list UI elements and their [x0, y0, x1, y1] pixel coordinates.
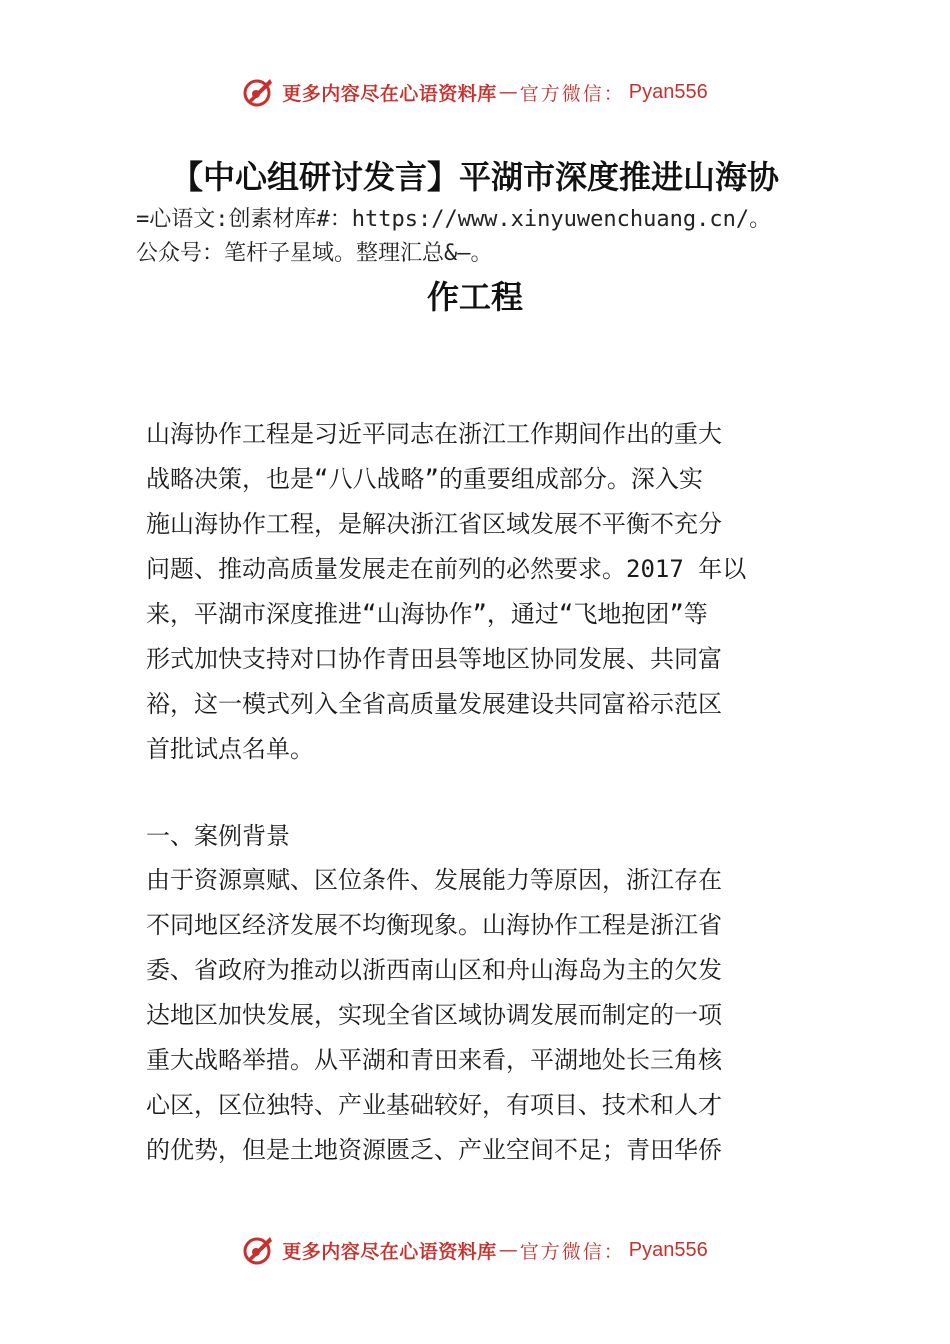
paragraph-line: 不同地区经济发展不均衡现象。山海协作工程是浙江省	[146, 911, 722, 939]
paragraph-line: 由于资源禀赋、区位条件、发展能力等原因，浙江存在	[146, 866, 722, 894]
quill-circle-logo-icon	[242, 75, 276, 109]
paragraph-line: 来，平湖市深度推进“山海协作”，通过“飞地抱团”等	[146, 600, 708, 628]
paragraph-background	[146, 858, 816, 1173]
paragraph-line: 重大战略举措。从平湖和青田来看，平湖地处长三角核	[146, 1046, 722, 1074]
paragraph-line: 裕，这一模式列入全省高质量发展建设共同富裕示范区	[146, 690, 722, 718]
section-heading: 一、案例背景	[146, 822, 290, 850]
paragraph-line: 首批试点名单。	[146, 735, 314, 763]
footer-banner	[0, 1230, 950, 1270]
banner-dash: —	[498, 1239, 518, 1261]
paragraph-line: 战略决策，也是“八八战略”的重要组成部分。深入实	[146, 465, 703, 493]
paragraph-line: 的优势，但是土地资源匮乏、产业空间不足；青田华侨	[146, 1136, 722, 1164]
banner-wechat-label: 官方微信：	[519, 1240, 625, 1263]
paragraph-intro	[146, 412, 816, 772]
document-title-line1: 【中心组研讨发言】平湖市深度推进山海协	[170, 158, 779, 196]
paragraph-line: 山海协作工程是习近平同志在浙江工作期间作出的重大	[146, 420, 722, 448]
paragraph-line: 问题、推动高质量发展走在前列的必然要求。2017 年以	[146, 555, 747, 583]
document-title-line2: 作工程	[426, 278, 523, 316]
banner-wechat-id: Pyan556	[628, 1238, 708, 1261]
quill-circle-logo-icon	[242, 1233, 276, 1267]
banner-promo-text: 更多内容尽在心语资料库	[282, 1240, 497, 1263]
header-banner	[0, 72, 950, 112]
banner-promo-text: 更多内容尽在心语资料库	[282, 82, 497, 105]
banner-wechat-label: 官方微信：	[519, 82, 625, 105]
meta-source-line: =心语文:创素材库#：https://www.xinyuwenchuang.cn/。	[136, 207, 772, 232]
paragraph-line: 达地区加快发展，实现全省区域协调发展而制定的一项	[146, 1001, 722, 1029]
paragraph-line: 委、省政府为推动以浙西南山区和舟山海岛为主的欠发	[146, 956, 722, 984]
paragraph-line: 施山海协作工程，是解决浙江省区域发展不平衡不充分	[146, 510, 722, 538]
paragraph-line: 心区，区位独特、产业基础较好，有项目、技术和人才	[146, 1091, 722, 1119]
banner-dash: —	[498, 81, 518, 103]
meta-account-line: 公众号：笔杆子星域。整理汇总&—。	[136, 241, 493, 266]
banner-wechat-id: Pyan556	[628, 80, 708, 103]
paragraph-line: 形式加快支持对口协作青田县等地区协同发展、共同富	[146, 645, 722, 673]
